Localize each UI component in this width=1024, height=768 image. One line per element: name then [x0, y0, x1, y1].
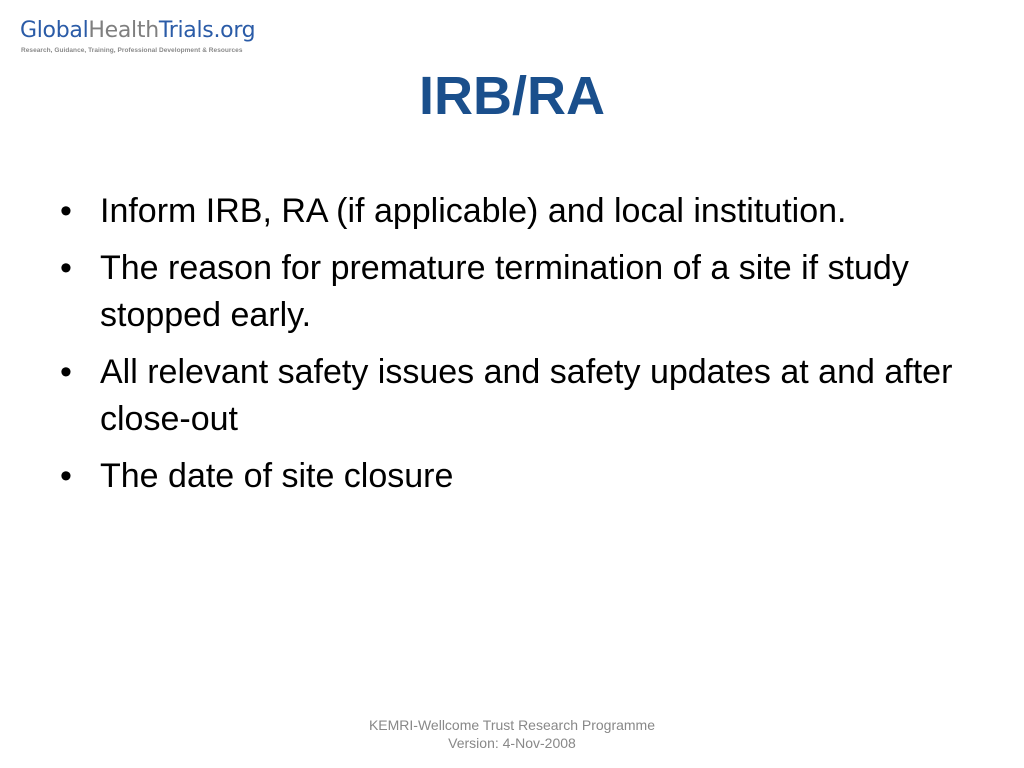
bullet-item [60, 245, 960, 339]
bullet-list [60, 188, 960, 510]
footer-version: Version: 4-Nov-2008 [448, 735, 576, 751]
bullet-marker: • [60, 457, 72, 495]
logo-text-trials: Trials [158, 18, 214, 43]
globalhealthtrials-logo [20, 16, 280, 60]
footer-organization: KEMRI-Wellcome Trust Research Programme [368, 717, 656, 733]
logo-wordmark [20, 16, 255, 46]
bullet-item [60, 349, 960, 443]
bullet-marker: • [60, 353, 72, 391]
logo-tagline: Research, Guidance, Training, Professional Development & Resources [21, 47, 243, 54]
logo-text-org: .org [213, 18, 256, 43]
bullet-text: The date of site closure [100, 457, 454, 495]
slide-footer [0, 716, 1024, 752]
slide-title: IRB/RA [419, 66, 605, 126]
bullet-text: All relevant safety issues and safety updates at and after close-out [100, 353, 953, 438]
bullet-text: Inform IRB, RA (if applicable) and local institution. [100, 192, 847, 230]
bullet-marker: • [60, 192, 72, 230]
bullet-item [60, 188, 960, 235]
logo-text-health: Health [88, 18, 159, 43]
logo-text-global: Global [20, 18, 89, 43]
bullet-marker: • [60, 249, 72, 287]
bullet-item [60, 453, 960, 500]
bullet-text: The reason for premature termination of a site if study stopped early. [100, 249, 909, 334]
